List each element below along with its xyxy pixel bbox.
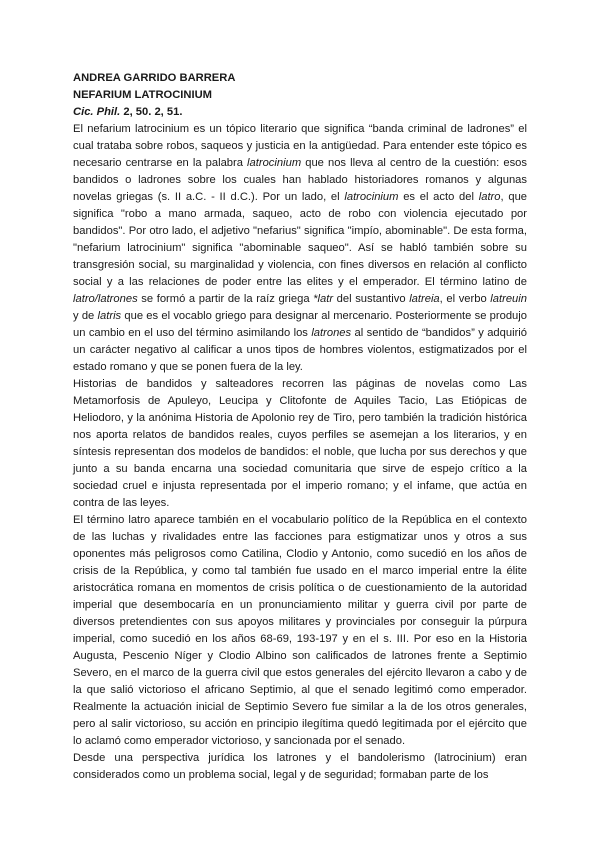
italic-term: latro/latrones	[73, 293, 138, 305]
author-name: ANDREA GARRIDO BARRERA	[73, 72, 236, 84]
italic-term: latro	[478, 191, 501, 203]
paragraph-text: que es el vocablo griego para designar al mercenario. Posteriormente se produjo un cambio en el uso del término asimilando los	[73, 310, 527, 339]
citation-refs: 2, 50. 2, 51.	[120, 106, 183, 118]
paragraph-text: Historias de bandidos y salteadores recorren las páginas de novelas como Las Metamorfosis de Apuleyo, Leucipa y Clitofonte de Aquiles Tacio, Las Etiópicas de Heliodoro, y la anónima Historia de Apolonio rey de Tiro, pero también la tradición histórica nos aporta relatos de bandidos reales, cuyos perfiles se asemejan a los literarios, y en síntesis representan dos modelos de bandidos: el noble, que lucha por sus derechos y que junto a su banda encarna una sociedad comunitaria que sirve de espejo crítico a la sociedad cruel e injusta representada por el imperio romano; y el infame, que actúa en contra de las leyes.	[73, 378, 527, 509]
italic-term: latris	[97, 310, 122, 322]
body-paragraph	[73, 121, 527, 376]
paragraph-text: del sustantivo	[333, 293, 410, 305]
source-citation	[73, 104, 527, 121]
paragraph-text: El término latro aparece también en el vocabulario político de la República en el contexto de las luchas y rivalidades entre las facciones para estigmatizar unos y otros a sus oponentes más peligrosos como Catilina, Clodio y Antonio, como sucedió en los años de crisis de la República, y como tal también fue usado en el marco imperial entre la élite aristocrática romana en momentos de crisis política o de cuestionamiento de la autoridad imperial que desembocaría en un pronunciamiento militar y guerra civil por parte de diversos pretendientes con sus apoyos militares y provinciales por conseguir la púrpura imperial, como sucedió en los años 68-69, 193-197 y en el s. III. Por eso en la Historia Augusta, Pescenio Níger y Clodio Albino son calificados de latrones frente a Septimio Severo, en el marco de la guerra civil que estos generales del ejército llevaron a cabo y de la que salió victorioso el africano Septimio, al que el senado legitimó como emperador. Realmente la actuación inicial de Septimio Severo fue similar a la de los otros generales, pero al salir victorioso, su acción en principio ilegítima quedó legitimada por el ejército que lo aclamó como emperador victorioso, y sancionada por el senado.	[73, 514, 527, 747]
italic-term: latreuin	[490, 293, 527, 305]
paragraph-text: se formó a partir de la raíz griega	[137, 293, 314, 305]
body-paragraph	[73, 512, 527, 750]
italic-term: latreia	[409, 293, 440, 305]
italic-term: latrocinium	[344, 191, 399, 203]
paragraph-text: El nefarium latrocinium es un tópico literario que significa “banda criminal de ladrones” el cual trataba sobre robos, saqueos y justicia en la antigüedad. Para entender este tópico es necesario centrarse en la palabra	[73, 123, 527, 169]
italic-term: *latr	[313, 293, 334, 305]
italic-term: latrones	[311, 327, 352, 339]
paragraph-text: y de	[73, 310, 98, 322]
paragraph-text: es el acto del	[398, 191, 479, 203]
paragraph-text: que nos lleva al centro de la cuestión: esos bandidos o ladrones sobre los cuales han hablado historiadores romanos y algunas novelas griegas (s. II a.C. - II d.C.). Por un lado, el	[73, 157, 527, 203]
body-paragraph	[73, 750, 527, 784]
document-body	[73, 70, 527, 784]
paragraph-text: Desde una perspectiva jurídica los latrones y el bandolerismo (latrocinium) eran considerados como un problema social, legal y de seguridad; formaban parte de los	[73, 752, 527, 781]
body-paragraphs	[73, 121, 527, 784]
body-paragraph	[73, 376, 527, 512]
essay-title: NEFARIUM LATROCINIUM	[73, 89, 213, 101]
italic-term: latrocinium	[247, 157, 302, 169]
paragraph-text: , el verbo	[439, 293, 491, 305]
citation-work: Cic. Phil.	[73, 106, 121, 118]
paragraph-text: , que significa "robo a mano armada, saqueo, acto de robo con violencia ejecutado por bandidos". Por otro lado, el adjetivo "nefarius" significa "impío, abominable". De esta forma, "nefarium latrocinium" significa "abominable saqueo". Así se habló también sobre su transgresión social, su marginalidad y violencia, con fines diversos en relación al conflicto social y a las relaciones de poder entre las elites y el emperador. El término latino de	[73, 191, 528, 288]
paragraph-text: al sentido de “bandidos” y adquirió un carácter negativo al calificar a unos tipos de hombres violentos, estigmatizados por el estado romano y que se ponen fuera de la ley.	[73, 327, 528, 373]
